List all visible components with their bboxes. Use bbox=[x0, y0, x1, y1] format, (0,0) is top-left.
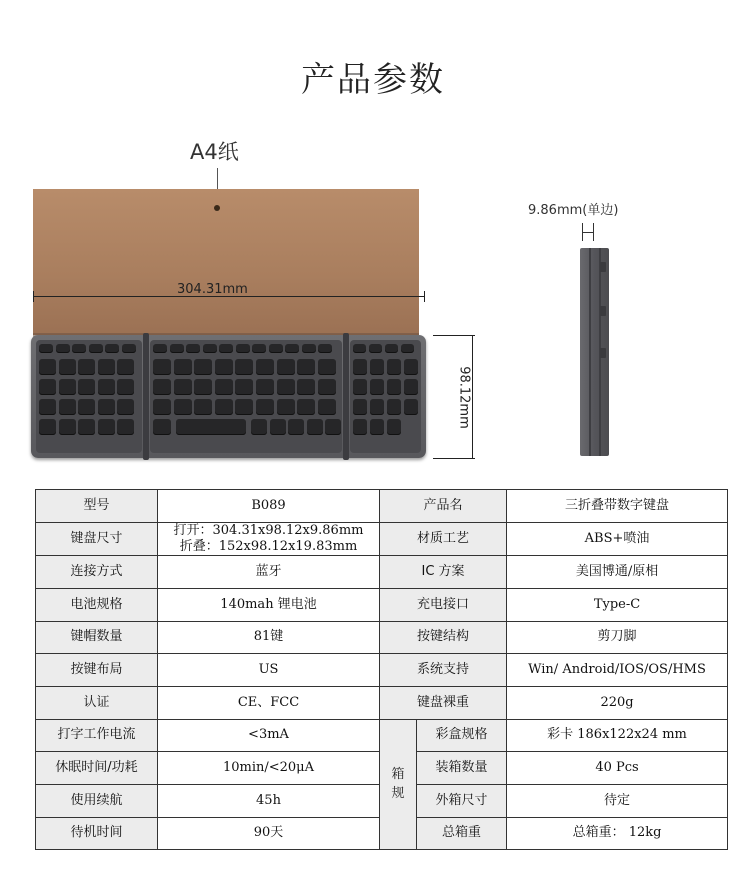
keyboard-key bbox=[256, 359, 274, 375]
keyboard-middle-section bbox=[150, 340, 342, 453]
keyboard-key bbox=[353, 399, 367, 415]
keyboard-key bbox=[235, 379, 253, 395]
keyboard-key bbox=[89, 344, 103, 353]
gross-weight-label: 总箱重 bbox=[417, 817, 507, 850]
page-title: 产品参数 bbox=[301, 60, 445, 100]
cert-value: CE、FCC bbox=[158, 686, 380, 719]
charge-port-label: 充电接口 bbox=[380, 588, 507, 621]
table-row bbox=[36, 719, 728, 752]
product-name-value: 三折叠带数字键盘 bbox=[507, 490, 728, 523]
sleep-label: 休眠时间/功耗 bbox=[36, 752, 158, 785]
keyboard-key bbox=[78, 419, 95, 435]
weight-label: 键盘裸重 bbox=[380, 686, 507, 719]
keyboard-key bbox=[297, 359, 315, 375]
runtime-label: 使用续航 bbox=[36, 785, 158, 818]
keyboard-numpad-section bbox=[350, 340, 421, 453]
keyboard-key bbox=[369, 344, 382, 353]
standby-value: 90天 bbox=[158, 817, 380, 850]
side-dimension-line bbox=[582, 232, 594, 233]
keyboard-key bbox=[78, 379, 95, 395]
keyboard-key bbox=[215, 379, 233, 395]
keyboard-key bbox=[297, 399, 315, 415]
keyboard-key bbox=[170, 344, 184, 353]
keyboard-key bbox=[251, 419, 267, 435]
keyboard-key bbox=[78, 399, 95, 415]
keyboard-hinge-left bbox=[143, 333, 149, 460]
a4-paper-label: A4纸 bbox=[190, 140, 239, 164]
system-label: 系统支持 bbox=[380, 654, 507, 687]
keyboard-key bbox=[387, 399, 401, 415]
size-open-value: 打开：304.31x98.12x9.86mm bbox=[173, 522, 364, 538]
keyboard-key bbox=[370, 399, 384, 415]
material-value: ABS+喷油 bbox=[507, 522, 728, 556]
weight-value: 220g bbox=[507, 686, 728, 719]
keyboard-key bbox=[153, 399, 171, 415]
ic-label: IC 方案 bbox=[380, 556, 507, 589]
carton-qty-value: 40 Pcs bbox=[507, 752, 728, 785]
size-label: 键盘尺寸 bbox=[36, 522, 158, 556]
keyboard-key bbox=[117, 419, 134, 435]
keyboard-key bbox=[153, 379, 171, 395]
keyboard-key bbox=[56, 344, 70, 353]
keyboard-hinge-right bbox=[343, 333, 349, 460]
keyboard-key bbox=[401, 344, 414, 353]
keyboard-key bbox=[98, 419, 115, 435]
keyboard-key bbox=[59, 419, 76, 435]
color-box-value: 彩卡 186x122x24 mm bbox=[507, 719, 728, 752]
keyboard-key bbox=[302, 344, 316, 353]
keyboard-key bbox=[353, 344, 366, 353]
table-row bbox=[36, 556, 728, 589]
table-row bbox=[36, 522, 728, 556]
keyboard-key bbox=[98, 379, 115, 395]
keyboard-key bbox=[370, 419, 384, 435]
keyboard-key bbox=[39, 399, 56, 415]
keyboard-key bbox=[39, 359, 56, 375]
side-thickness-label: 9.86mm(单边) bbox=[528, 203, 619, 218]
keyboard-key bbox=[219, 344, 233, 353]
table-row bbox=[36, 654, 728, 687]
keyboard-key bbox=[353, 379, 367, 395]
height-dimension-line bbox=[472, 335, 473, 458]
keyboard-key bbox=[252, 344, 266, 353]
keyboard-key bbox=[404, 379, 418, 395]
product-name-label: 产品名 bbox=[380, 490, 507, 523]
typing-current-label: 打字工作电流 bbox=[36, 719, 158, 752]
table-row bbox=[36, 621, 728, 654]
keyboard-key bbox=[174, 379, 192, 395]
keyboard-key bbox=[285, 344, 299, 353]
sleep-value: 10min/<20μA bbox=[158, 752, 380, 785]
keyboard-key bbox=[39, 419, 56, 435]
keyboard-key bbox=[176, 419, 246, 435]
spec-table bbox=[35, 489, 728, 850]
keyboard-key bbox=[256, 399, 274, 415]
keyboard-key bbox=[39, 379, 56, 395]
keyboard-key bbox=[404, 359, 418, 375]
battery-value: 140mah 锂电池 bbox=[158, 588, 380, 621]
width-dimension-tick-left bbox=[33, 291, 34, 302]
charge-port-value: Type-C bbox=[507, 588, 728, 621]
keyboard-key bbox=[98, 359, 115, 375]
keyboard-key bbox=[39, 344, 53, 353]
a4-pointer-dot bbox=[214, 205, 220, 211]
keyboard-key bbox=[117, 399, 134, 415]
keyboard-key bbox=[387, 359, 401, 375]
keyboard-key bbox=[117, 359, 134, 375]
side-hinge-notch bbox=[600, 306, 606, 316]
a4-paper-sheet bbox=[33, 189, 419, 335]
side-hinge-notch bbox=[600, 348, 606, 358]
keyboard-key bbox=[235, 359, 253, 375]
keyboard-key bbox=[277, 359, 295, 375]
carton-size-label: 外箱尺寸 bbox=[417, 785, 507, 818]
keyboard-key bbox=[174, 359, 192, 375]
keyboard-side-view bbox=[580, 248, 609, 456]
keyboard-key bbox=[59, 379, 76, 395]
keycap-count-value: 81键 bbox=[158, 621, 380, 654]
keyboard-key bbox=[269, 344, 283, 353]
keyboard-key bbox=[277, 399, 295, 415]
keyboard-key bbox=[288, 419, 304, 435]
keyboard-key bbox=[194, 359, 212, 375]
connection-value: 蓝牙 bbox=[158, 556, 380, 589]
keyboard-key bbox=[117, 379, 134, 395]
keyboard-key bbox=[318, 399, 336, 415]
layout-value: US bbox=[158, 654, 380, 687]
keyboard-key bbox=[122, 344, 136, 353]
packing-group-char: 箱 bbox=[391, 767, 405, 783]
key-structure-value: 剪刀脚 bbox=[507, 621, 728, 654]
keyboard-key bbox=[72, 344, 86, 353]
keyboard-key bbox=[78, 359, 95, 375]
standby-label: 待机时间 bbox=[36, 817, 158, 850]
keyboard-key bbox=[236, 344, 250, 353]
keyboard-key bbox=[215, 359, 233, 375]
keyboard-key bbox=[215, 399, 233, 415]
keyboard-photo bbox=[31, 335, 426, 458]
keycap-count-label: 键帽数量 bbox=[36, 621, 158, 654]
keyboard-key bbox=[153, 344, 167, 353]
table-row bbox=[36, 490, 728, 523]
keyboard-key bbox=[277, 379, 295, 395]
battery-label: 电池规格 bbox=[36, 588, 158, 621]
keyboard-key bbox=[153, 359, 171, 375]
side-hinge-notch bbox=[600, 262, 606, 272]
keyboard-key bbox=[270, 419, 286, 435]
keyboard-key bbox=[194, 379, 212, 395]
keyboard-key bbox=[318, 359, 336, 375]
ic-value: 美国博通/原相 bbox=[507, 556, 728, 589]
size-folded-value: 折叠：152x98.12x19.83mm bbox=[179, 538, 358, 554]
color-box-label: 彩盒规格 bbox=[417, 719, 507, 752]
connection-label: 连接方式 bbox=[36, 556, 158, 589]
keyboard-key bbox=[174, 399, 192, 415]
keyboard-key bbox=[297, 379, 315, 395]
packing-group-char: 规 bbox=[391, 785, 405, 801]
carton-qty-label: 装箱数量 bbox=[417, 752, 507, 785]
keyboard-key bbox=[385, 344, 398, 353]
keyboard-key bbox=[387, 379, 401, 395]
keyboard-key bbox=[325, 419, 341, 435]
keyboard-key bbox=[370, 359, 384, 375]
keyboard-key bbox=[318, 379, 336, 395]
keyboard-key bbox=[186, 344, 200, 353]
width-dimension-label: 304.31mm bbox=[177, 282, 248, 297]
keyboard-key bbox=[105, 344, 119, 353]
height-dimension-tick-bottom bbox=[433, 458, 475, 459]
model-label: 型号 bbox=[36, 490, 158, 523]
keyboard-key bbox=[98, 399, 115, 415]
layout-label: 按键布局 bbox=[36, 654, 158, 687]
keyboard-key bbox=[59, 359, 76, 375]
runtime-value: 45h bbox=[158, 785, 380, 818]
keyboard-key bbox=[318, 344, 332, 353]
keyboard-key bbox=[194, 399, 212, 415]
keyboard-key bbox=[203, 344, 217, 353]
typing-current-value: <3mA bbox=[158, 719, 380, 752]
gross-weight-value: 总箱重： 12kg bbox=[507, 817, 728, 850]
height-dimension-label: 98.12mm bbox=[456, 366, 472, 429]
size-value bbox=[158, 522, 380, 556]
model-value: B089 bbox=[158, 490, 380, 523]
table-row bbox=[36, 588, 728, 621]
system-value: Win/ Android/IOS/OS/HMS bbox=[507, 654, 728, 687]
keyboard-left-section bbox=[36, 340, 142, 453]
material-label: 材质工艺 bbox=[380, 522, 507, 556]
keyboard-key bbox=[370, 379, 384, 395]
keyboard-key bbox=[256, 379, 274, 395]
cert-label: 认证 bbox=[36, 686, 158, 719]
keyboard-key bbox=[307, 419, 323, 435]
side-fold-edge bbox=[589, 248, 591, 456]
table-row bbox=[36, 686, 728, 719]
keyboard-key bbox=[353, 419, 367, 435]
keyboard-key bbox=[153, 419, 171, 435]
keyboard-key bbox=[353, 359, 367, 375]
keyboard-key bbox=[235, 399, 253, 415]
width-dimension-tick-right bbox=[424, 291, 425, 302]
keyboard-key bbox=[59, 399, 76, 415]
packing-group-label bbox=[380, 719, 417, 850]
keyboard-key bbox=[404, 399, 418, 415]
carton-size-value: 待定 bbox=[507, 785, 728, 818]
key-structure-label: 按键结构 bbox=[380, 621, 507, 654]
height-dimension-tick-top bbox=[433, 335, 475, 336]
keyboard-key bbox=[387, 419, 401, 435]
